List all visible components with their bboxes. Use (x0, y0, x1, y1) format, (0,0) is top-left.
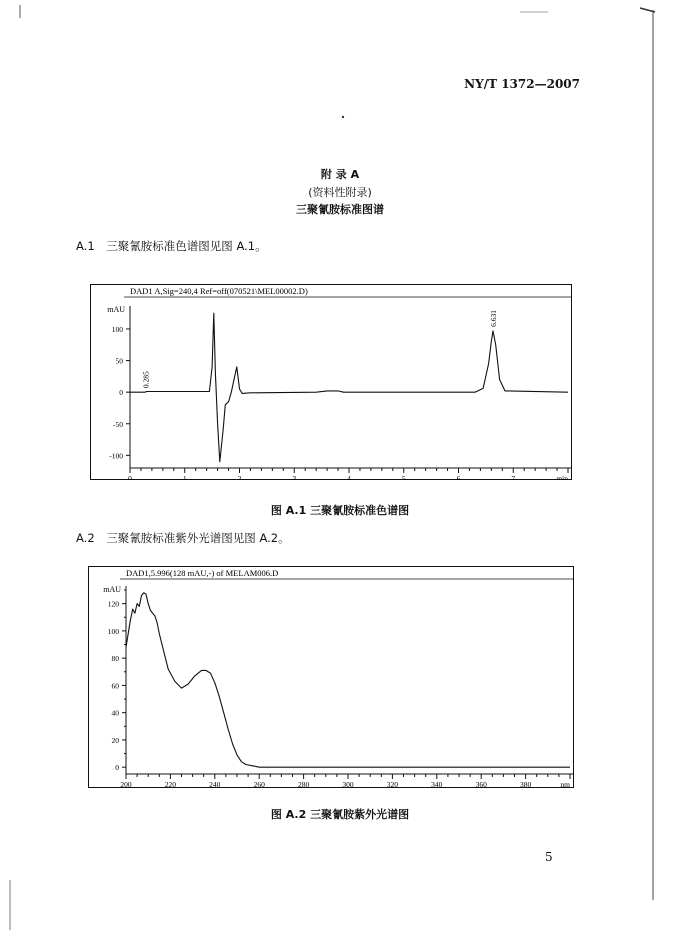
appendix-subject: 三聚氰胺标准图谱 (296, 203, 384, 216)
uv-spectrum-chart (88, 566, 574, 788)
y-tick-label: 100 (107, 626, 119, 636)
chart-frame (89, 567, 574, 788)
section-a2-number: A.2 (76, 531, 95, 545)
x-tick-label: 300 (342, 780, 354, 788)
x-tick-label: 340 (431, 780, 443, 788)
y-tick-label: -50 (113, 419, 123, 429)
x-tick-label: 260 (253, 780, 265, 788)
y-tick-label: 0 (119, 388, 123, 398)
figure-a1-caption: 图 A.1 三聚氰胺标准色谱图 (270, 504, 410, 517)
y-tick-label: 100 (111, 324, 123, 334)
section-a2-text: 三聚氰胺标准紫外光谱图见图 A.2。 (106, 531, 290, 545)
x-tick-label: 0 (128, 474, 132, 480)
y-axis-label: mAU (107, 305, 125, 314)
section-a1-text: 三聚氰胺标准色谱图见图 A.1。 (106, 239, 267, 253)
x-tick-label: 5 (401, 474, 406, 480)
series-line (126, 593, 570, 768)
figure-a2-caption: 图 A.2 三聚氰胺紫外光谱图 (270, 808, 410, 821)
appendix-type: (资料性附录) (308, 186, 372, 199)
x-axis-label: min (556, 474, 568, 480)
x-tick-label: 7 (511, 474, 516, 480)
x-tick-label: 380 (519, 780, 532, 788)
peak-label: 6.631 (489, 309, 499, 327)
x-tick-label: 360 (475, 780, 487, 788)
y-tick-label: 40 (111, 708, 119, 718)
chart-title: DAD1,5.996(128 mAU,-) of MELAM006.D (126, 568, 279, 578)
x-tick-label: 240 (209, 780, 221, 788)
x-tick-label: 3 (292, 474, 297, 480)
standard-code: NY/T 1372—2007 (464, 77, 580, 91)
page-number: 5 (545, 850, 553, 864)
y-tick-label: -100 (109, 451, 123, 461)
series-line (130, 313, 568, 462)
y-tick-label: 60 (111, 681, 119, 691)
x-tick-label: 320 (386, 780, 399, 788)
x-tick-label: 280 (297, 780, 310, 788)
x-tick-label: 6 (456, 474, 461, 480)
x-axis-label: nm (560, 780, 570, 788)
chromatogram-chart (90, 284, 572, 480)
x-tick-label: 4 (347, 474, 351, 480)
appendix-title: 附 录 A (320, 168, 360, 181)
x-tick-label: 200 (120, 780, 132, 788)
x-tick-label: 2 (237, 474, 242, 480)
x-tick-label: 220 (164, 780, 177, 788)
y-tick-label: 50 (115, 356, 123, 366)
peak-label: 0.285 (141, 371, 151, 389)
y-tick-label: 20 (111, 735, 119, 745)
chart-frame (91, 285, 572, 480)
y-tick-label: 0 (115, 763, 119, 773)
section-a1-number: A.1 (76, 239, 95, 253)
section-a1 (76, 238, 267, 254)
section-a2 (76, 530, 290, 546)
chart-title: DAD1 A,Sig=240,4 Ref=off(070521\MEL00002.D) (130, 286, 308, 296)
y-axis-label: mAU (103, 585, 121, 594)
x-tick-label: 1 (182, 474, 187, 480)
y-tick-label: 120 (107, 599, 119, 609)
y-tick-label: 80 (111, 654, 119, 664)
